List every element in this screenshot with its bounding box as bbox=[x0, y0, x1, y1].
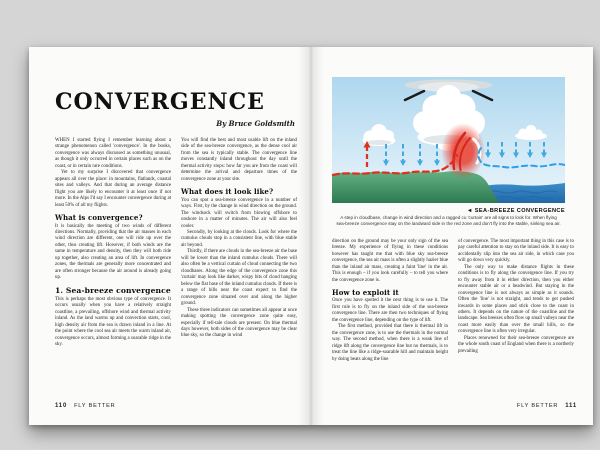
paragraph: WHEN I started flying I remember learning about a strange phenomenon called 'convergence'. In the books, convergence was always discussed as something unusual, as though it only occurred in certain places such as on the coast, or in certain rare conditions. bbox=[55, 138, 171, 169]
left-page-column-1 bbox=[55, 138, 171, 348]
paragraph: direction on the ground may be your only sign of the sea breeze. My experience of flying in these conditions however has taught me that with blue sky sea-breeze convergence, the sea air mass is often a slightly hazier blue than the inland air mass, creating a faint 'line' in the air. This is enough – if you look carefully – to tell you where the convergence zone is. bbox=[332, 238, 448, 283]
article-title: CONVERGENCE bbox=[55, 89, 265, 115]
right-page-footer bbox=[517, 403, 577, 409]
section-heading: 1. Sea-breeze convergence bbox=[55, 285, 171, 295]
paragraph: You will find the best and most usable lift on the inland side of the sea-breeze convergence, as the dense cool air from the sea is typically stable. The convergence line moves constantly inland throughout the day until the thermal activity stops: how far you are from the coast will determine the arrival and departure times of the convergence zone at your site. bbox=[181, 138, 297, 182]
land bbox=[332, 171, 499, 203]
sea-breeze-convergence-figure bbox=[332, 77, 565, 228]
book-spread bbox=[29, 47, 593, 425]
caption-arrow-icon: ◄ bbox=[466, 208, 473, 214]
paragraph: You can spot a sea-breeze convergence in a number of ways. First, by the change in wind direction on the ground. The windsock will switch from blowing offshore to onshore in a matter of minutes. The air will also feel cooler. bbox=[181, 197, 297, 229]
section-heading: How to exploit it bbox=[332, 288, 399, 298]
page-number: 110 bbox=[55, 403, 68, 409]
paragraph: This is perhaps the most obvious type of convergence. It occurs usually when you have a relatively straight coastline, a prevailing, offshore wind and thermal activity inland. As the land warms up and convection starts, cool, high density air from the sea is drawn inland in a line. At the point where the cool sea air meets the warm inland air, convergence occurs, almost forming a soarable ridge in the sky. bbox=[55, 296, 171, 347]
section-heading: What is convergence? bbox=[55, 213, 143, 223]
section-heading: What does it look like? bbox=[181, 187, 274, 197]
left-page-footer bbox=[55, 403, 115, 409]
paragraph: The only way to make distance flights in these conditions is to fly along the convergence line. If you try to fly away from it in either direction, then you either encounter stable air or a headwind. But staying in the convergence line is not always as simple as it sounds. Often the 'line' is not straight, and tends to get pushed inwards in some places and stick close to the coast in others. It depends on the nature of the coastline and the landscape. Sea breezes often flow up small valleys near the coast more easily than over the small hills, so the convergence line is often very irregular. bbox=[458, 264, 574, 335]
paragraph: Places renowned for their sea-breeze convergence are the whole south coast of England when there is a northerly prevailing bbox=[458, 335, 574, 354]
brand-name: FLY BETTER bbox=[516, 403, 559, 409]
right-page-column-2 bbox=[458, 239, 574, 363]
left-page bbox=[29, 47, 311, 425]
figure-caption-title: ◄ SEA-BREEZE CONVERGENCE bbox=[466, 208, 565, 214]
page-number: 111 bbox=[565, 403, 577, 409]
right-page-column-1 bbox=[332, 239, 448, 363]
right-page bbox=[311, 47, 593, 425]
paragraph: The first method, provided that there is thermal lift in the convergence zone, is to use the thermals in the normal way. The second method, when there is a weak line of ridge lift along the convergence line but no thermals, is to treat the line like a ridge-soarable hill and maintain height by doing beats along the line bbox=[332, 324, 448, 362]
left-page-column-2 bbox=[181, 138, 297, 348]
byline: By Bruce Goldsmith bbox=[216, 119, 295, 128]
paragraph: Once you have spotted it the next thing is to use it. The first rule is to fly on the inland side of the sea-breeze convergence line. There are then two techniques of flying the convergence line, depending on the type of lift. bbox=[332, 298, 448, 323]
paragraph: These three indicators can sometimes all appear at once making spotting the convergence zone quite easy, especially if tell-tale clouds are present. On blue thermal days however, both sides of the convergence may be clear blue sky, so the change in wind bbox=[181, 307, 297, 339]
paragraph: Secondly, by looking at the clouds. Look for where the cumulus clouds stop in a consistent line, with blue stable air beyond. bbox=[181, 229, 297, 248]
paragraph: of convergence. The most important thing in this case is to pay careful attention to stay on the inland side. It is easy to accidentally slip into the sea air side, in which case you will go down very quickly. bbox=[458, 238, 574, 264]
figure-caption: A step in cloudbase, change in wind direction and a ragged cu 'curtain' are all signs to look for. When flying sea-breeze convergence stay on the landward side in the red zone and don't fly into the stable, sinking sea air. bbox=[336, 215, 561, 227]
paragraph: It is basically the meeting of two winds of different directions. Normally, providing that the air masses in each wind direction are different, one will ride up over the other, thus creating lift. However, if both winds are the same in temperature and density, then they will both ride up together, also creating an area of lift. In convergence zones, the thermals are generally more concentrated and are often stronger because the air around is already going up. bbox=[55, 223, 171, 281]
brand-name: FLY BETTER bbox=[74, 403, 116, 409]
paragraph: Thirdly, if there are clouds in the sea-breeze air the base will be lower than the inland cumulus clouds. There will also often be a vertical curtain of cloud connecting the two cloudbases. Along the edge of the convergence zone this 'curtain' may look like darker, wispy bits of cloud hanging below the flat base of the inland cumulus clouds. If there is a range of hills near the coast expect to find the convergence zone situated over and along the higher ground. bbox=[181, 249, 297, 307]
paragraph: Yet to my surprise I discovered that convergence appears all over the place: in mountains, flatlands, coastal sites and valleys. And that during an average distance flight you are likely to encounter it at least once if not more. In the Alps I'd say I encounter convergence during at least 50% of all my flights. bbox=[55, 170, 171, 208]
convergence-illustration bbox=[332, 77, 565, 203]
